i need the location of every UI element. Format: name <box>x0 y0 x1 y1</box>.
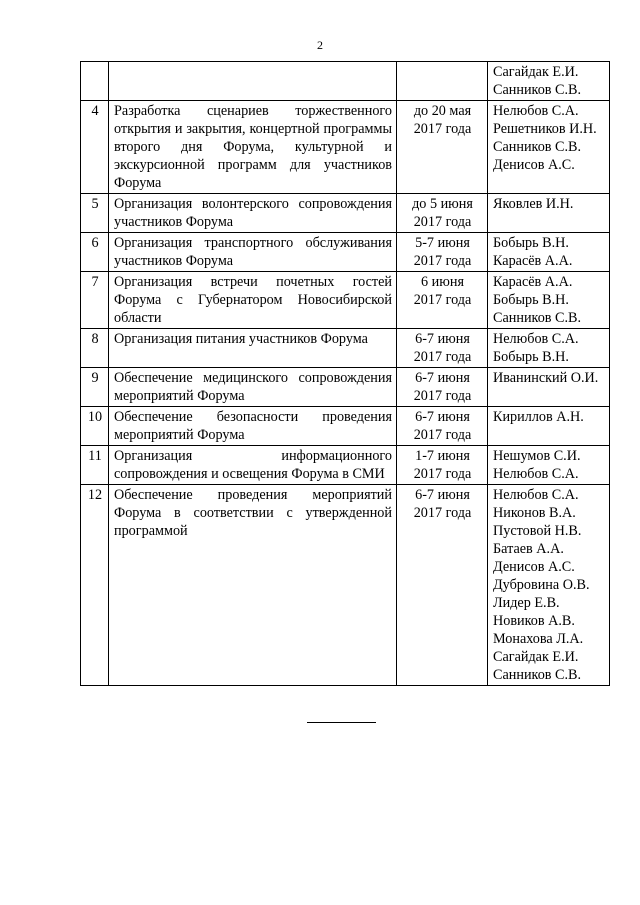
deadline-cell <box>397 368 488 407</box>
task-description: Разработка сценариев торжественного открытия и закрытия, концертной программы второго дня Форума, культурной и экскурсионной программ для участников Форума <box>109 101 397 194</box>
row-number: 8 <box>81 329 109 368</box>
responsible-person: Нелюбов С.А. <box>493 466 579 482</box>
responsible-person: Нелюбов С.А. <box>493 487 579 503</box>
responsible-person: Дубровина О.В. <box>493 577 590 593</box>
responsible-person: Батаев А.А. <box>493 541 564 557</box>
responsible-person: Бобырь В.Н. <box>493 349 569 365</box>
deadline-line: 2017 года <box>413 292 472 308</box>
events-plan-table-body <box>81 62 610 686</box>
deadline-line: 2017 года <box>413 349 472 365</box>
table-row <box>81 407 610 446</box>
deadline-line: 2017 года <box>413 121 472 137</box>
responsible-person: Монахова Л.А. <box>493 631 584 647</box>
responsible-cell <box>488 368 610 407</box>
deadline-cell <box>397 446 488 485</box>
deadline-cell <box>397 233 488 272</box>
deadline-line: 2017 года <box>413 214 472 230</box>
responsible-person: Бобырь В.Н. <box>493 235 569 251</box>
deadline-line: 6-7 июня <box>415 409 470 425</box>
responsible-person: Санников С.В. <box>493 139 582 155</box>
deadline-cell <box>397 272 488 329</box>
task-description: Обеспечение проведения мероприятий Форума в соответствии с утвержденной программой <box>109 485 397 686</box>
table-row <box>81 329 610 368</box>
row-number: 4 <box>81 101 109 194</box>
table-row <box>81 233 610 272</box>
responsible-person: Новиков А.В. <box>493 613 575 629</box>
responsible-cell <box>488 62 610 101</box>
deadline-cell <box>397 329 488 368</box>
responsible-person: Нелюбов С.А. <box>493 103 579 119</box>
row-number: 6 <box>81 233 109 272</box>
table-row <box>81 485 610 686</box>
responsible-cell <box>488 446 610 485</box>
deadline-cell <box>397 407 488 446</box>
responsible-person: Пустовой Н.В. <box>493 523 582 539</box>
task-description <box>109 62 397 101</box>
row-number: 7 <box>81 272 109 329</box>
table-row <box>81 101 610 194</box>
task-description: Обеспечение безопасности проведения мероприятий Форума <box>109 407 397 446</box>
responsible-person: Санников С.В. <box>493 310 582 326</box>
deadline-line: 6-7 июня <box>415 331 470 347</box>
deadline-line: до 20 мая <box>413 103 472 119</box>
responsible-cell <box>488 272 610 329</box>
events-plan-table <box>80 61 610 686</box>
responsible-person: Нелюбов С.А. <box>493 331 579 347</box>
deadline-line: до 5 июня <box>412 196 473 212</box>
page-number: 2 <box>317 38 323 52</box>
table-row <box>81 272 610 329</box>
responsible-person: Денисов А.С. <box>493 157 575 173</box>
deadline-cell <box>397 101 488 194</box>
responsible-person: Сагайдак Е.И. <box>493 64 579 80</box>
responsible-person: Решетников И.Н. <box>493 121 597 137</box>
table-row <box>81 368 610 407</box>
responsible-cell <box>488 101 610 194</box>
deadline-line: 6-7 июня <box>415 487 470 503</box>
responsible-cell <box>488 329 610 368</box>
responsible-person: Яковлев И.Н. <box>493 196 574 212</box>
responsible-person: Нешумов С.И. <box>493 448 581 464</box>
deadline-line <box>402 81 483 99</box>
table-row <box>81 62 610 101</box>
responsible-person: Санников С.В. <box>493 667 582 683</box>
row-number: 5 <box>81 194 109 233</box>
deadline-line: 2017 года <box>413 466 472 482</box>
row-number: 10 <box>81 407 109 446</box>
task-description: Организация питания участников Форума <box>109 329 397 368</box>
responsible-person: Никонов В.А. <box>493 505 576 521</box>
table-row <box>81 194 610 233</box>
responsible-cell <box>488 233 610 272</box>
responsible-person: Денисов А.С. <box>493 559 575 575</box>
responsible-person: Карасёв А.А. <box>493 274 573 290</box>
row-number: 9 <box>81 368 109 407</box>
task-description: Организация встречи почетных гостей Форума с Губернатором Новосибирской области <box>109 272 397 329</box>
task-description: Организация транспортного обслуживания участников Форума <box>109 233 397 272</box>
responsible-cell <box>488 407 610 446</box>
responsible-cell <box>488 485 610 686</box>
deadline-line: 6-7 июня <box>415 370 470 386</box>
deadline-line: 2017 года <box>413 388 472 404</box>
row-number: 12 <box>81 485 109 686</box>
responsible-person: Санников С.В. <box>493 82 582 98</box>
responsible-person: Лидер Е.В. <box>493 595 560 611</box>
row-number <box>81 62 109 101</box>
deadline-line: 2017 года <box>413 253 472 269</box>
deadline-cell <box>397 485 488 686</box>
task-description: Организация волонтерского сопровождения участников Форума <box>109 194 397 233</box>
deadline-line: 2017 года <box>413 427 472 443</box>
end-of-document-rule <box>307 722 376 723</box>
responsible-person: Бобырь В.Н. <box>493 292 569 308</box>
deadline-line: 1-7 июня <box>415 448 470 464</box>
responsible-person: Иванинский О.И. <box>493 370 599 386</box>
deadline-line: 2017 года <box>413 505 472 521</box>
deadline-line <box>402 63 483 81</box>
responsible-person: Карасёв А.А. <box>493 253 573 269</box>
responsible-person: Кириллов А.Н. <box>493 409 584 425</box>
deadline-cell <box>397 194 488 233</box>
table-row <box>81 446 610 485</box>
responsible-cell <box>488 194 610 233</box>
deadline-cell <box>397 62 488 101</box>
task-description: Организация информационного сопровождения и освещения Форума в СМИ <box>109 446 397 485</box>
task-description: Обеспечение медицинского сопровождения мероприятий Форума <box>109 368 397 407</box>
responsible-person: Сагайдак Е.И. <box>493 649 579 665</box>
row-number: 11 <box>81 446 109 485</box>
deadline-line: 6 июня <box>421 274 464 290</box>
deadline-line: 5-7 июня <box>415 235 470 251</box>
